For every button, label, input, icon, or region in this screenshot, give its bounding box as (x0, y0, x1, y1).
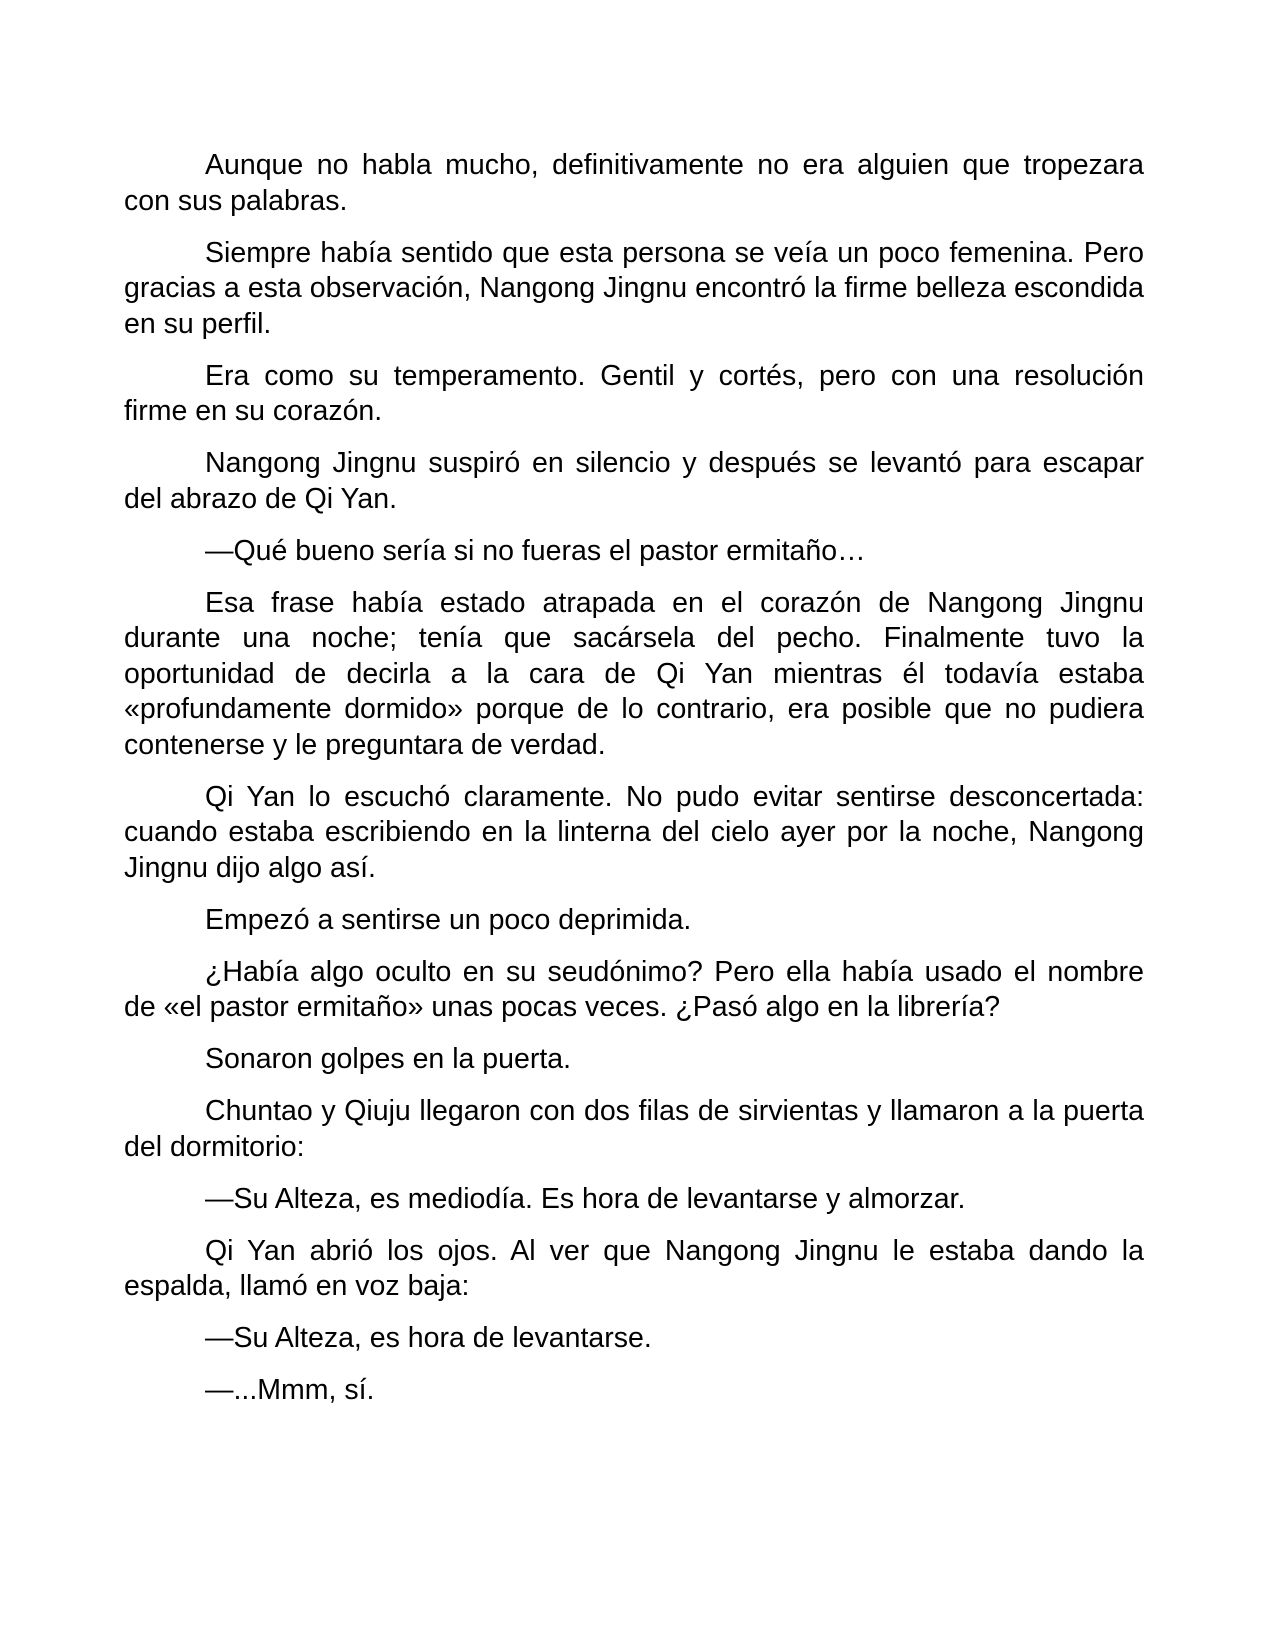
paragraph: —Qué bueno sería si no fueras el pastor ermitaño… (205, 534, 866, 567)
paragraph: Esa frase había estado atrapada en el corazón de Nangong Jingnu durante una noche; tenía que sacársela del pecho. Finalmente tuvo la oportunidad de decirla a la cara de Qi Yan mientras él todavía estaba «profundamente dormido» porque de lo contrario, era posible que no pudiera contenerse y le preguntara de verdad. (124, 586, 1144, 761)
paragraph: Era como su temperamento. Gentil y cortés, pero con una resolución firme en su corazón. (124, 359, 1144, 427)
paragraph: Chuntao y Qiuju llegaron con dos filas de sirvientas y llamaron a la puerta del dormitorio: (124, 1095, 1144, 1163)
paragraph: —Su Alteza, es hora de levantarse. (205, 1322, 652, 1354)
paragraph: Qi Yan abrió los ojos. Al ver que Nangong Jingnu le estaba dando la espalda, llamó en voz baja: (124, 1234, 1144, 1302)
body-text (124, 148, 1144, 1425)
paragraph: Aunque no habla mucho, definitivamente no era alguien que tropezara con sus palabras. (124, 149, 1144, 217)
paragraph: Nangong Jingnu suspiró en silencio y después se levantó para escapar del abrazo de Qi Yan. (124, 447, 1144, 515)
paragraph: —Su Alteza, es mediodía. Es hora de levantarse y almorzar. (205, 1182, 966, 1215)
paragraph: Sonaron golpes en la puerta. (205, 1043, 572, 1075)
paragraph: Empezó a sentirse un poco deprimida. (205, 903, 692, 936)
paragraph: Siempre había sentido que esta persona se veía un poco femenina. Pero gracias a esta observación, Nangong Jingnu encontró la firme belleza escondida en su perfil. (124, 236, 1144, 340)
paragraph: ¿Había algo oculto en su seudónimo? Pero ella había usado el nombre de «el pastor ermitaño» unas pocas veces. ¿Pasó algo en la librería? (124, 955, 1144, 1023)
paragraph: Qi Yan lo escuchó claramente. No pudo evitar sentirse desconcertada: cuando estaba escribiendo en la linterna del cielo ayer por la noche, Nangong Jingnu dijo algo así. (124, 780, 1144, 884)
paragraph: —...Mmm, sí. (205, 1374, 375, 1406)
